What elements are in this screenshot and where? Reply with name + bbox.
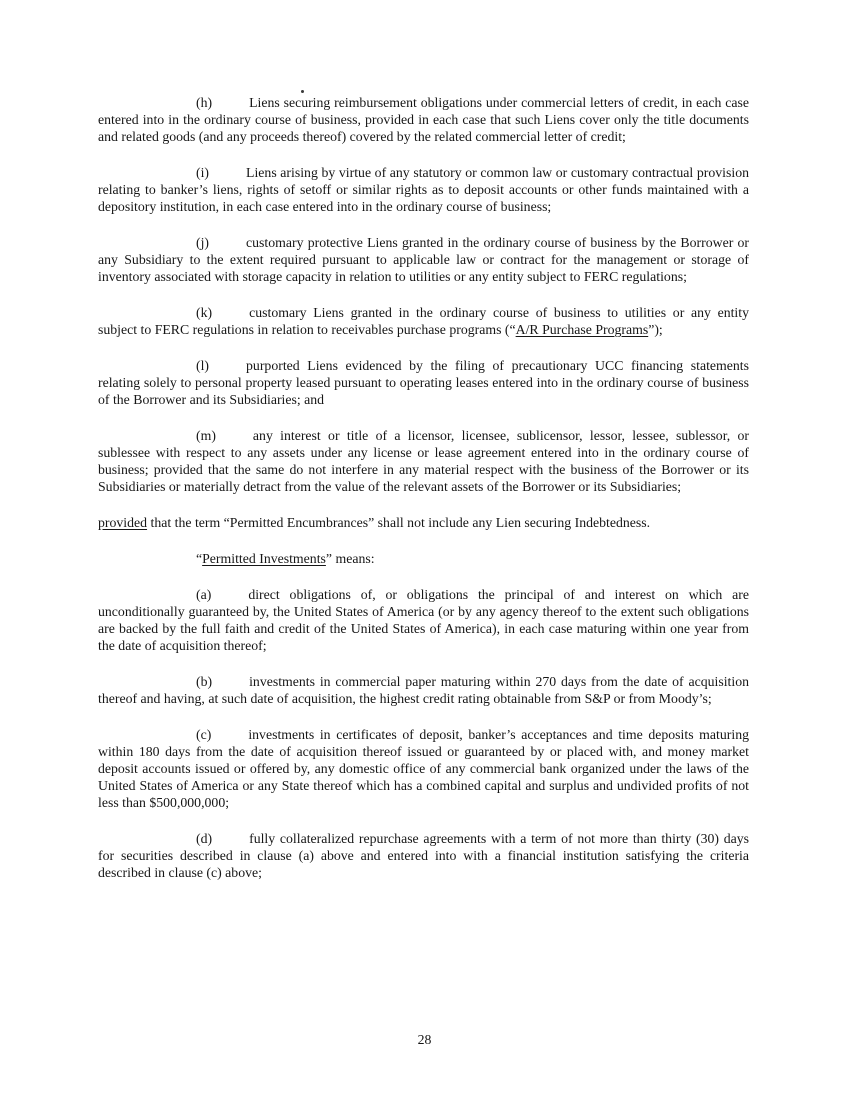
text-run: purported Liens evidenced by the filing of precautionary UCC financing statements relating solely to personal property leased pursuant to operating leases entered into in the ordinary course of business of the Borrower and its Subsidiaries; and xyxy=(98,358,749,407)
clause-label: (b) xyxy=(196,674,213,689)
text-run: customary Liens granted in the ordinary course of business to utilities or any entity subject to FERC regulations in relation to receivables purchase programs (“ xyxy=(98,305,749,337)
text-run: fully collateralized repurchase agreements with a term of not more than thirty (30) days for securities described in clause (a) above and entered into with a financial institution satisfying the criteria described in clause (c) above; xyxy=(98,831,749,880)
clause-label: (j) xyxy=(196,235,210,250)
clause-a xyxy=(98,586,749,654)
clause-h xyxy=(98,94,749,145)
text-run: that the term “Permitted Encumbrances” shall not include any Lien securing Indebtedness. xyxy=(147,515,651,530)
text-run: direct obligations of, or obligations the principal of and interest on which are unconditionally guaranteed by, the United States of America (or by any agency thereof to the extent such obligations are backed by the full faith and credit of the United States of America), in each case maturing within one year from the date of acquisition thereof; xyxy=(98,587,749,653)
clause-label: (d) xyxy=(196,831,213,846)
clause-i xyxy=(98,164,749,215)
clause-label: (m) xyxy=(196,428,216,443)
clause-label: (c) xyxy=(196,727,212,742)
defined-term: A/R Purchase Programs xyxy=(515,322,649,337)
text-run: Liens arising by virtue of any statutory or common law or customary contractual provision relating to banker’s liens, rights of setoff or similar rights as to deposit accounts or other funds maintained with a depository institution, in each case entered into in the ordinary course of business; xyxy=(98,165,749,214)
permitted-investments-lead-in xyxy=(98,550,749,567)
text-run: ” means: xyxy=(325,551,375,566)
document-body xyxy=(98,94,749,900)
clause-k xyxy=(98,304,749,338)
clause-m xyxy=(98,427,749,495)
clause-l xyxy=(98,357,749,408)
clause-label: (i) xyxy=(196,165,210,180)
page-number: 28 xyxy=(417,1032,432,1047)
text-run: customary protective Liens granted in the ordinary course of business by the Borrower or any Subsidiary to the extent required pursuant to applicable law or contract for the management or storage of inventory associated with storage capacity in relation to utilities or any entity subject to FERC regulations; xyxy=(98,235,749,284)
proviso-paragraph xyxy=(98,514,749,531)
text-run: investments in certificates of deposit, banker’s acceptances and time deposits maturing within 180 days from the date of acquisition thereof issued or guaranteed by or placed with, and money market deposit accounts issued or offered by, any domestic office of any commercial bank organized under the laws of the United States of America or any State thereof which has a combined capital and surplus and undivided profits of not less than $500,000,000; xyxy=(98,727,749,810)
clause-label: (h) xyxy=(196,95,213,110)
text-run: Liens securing reimbursement obligations under commercial letters of credit, in each case entered into in the ordinary course of business, provided in each case that such Liens cover only the title documents and related goods (and any proceeds thereof) covered by the related commercial letter of credit; xyxy=(98,95,749,144)
text-run: investments in commercial paper maturing within 270 days from the date of acquisition thereof and having, at such date of acquisition, the highest credit rating obtainable from S&P or from Moody’s; xyxy=(98,674,749,706)
clause-j xyxy=(98,234,749,285)
clause-b xyxy=(98,673,749,707)
text-run: “ xyxy=(196,551,203,566)
defined-term: provided xyxy=(98,515,148,530)
clause-label: (l) xyxy=(196,358,210,373)
scan-artifact-dot xyxy=(301,90,304,93)
clause-c xyxy=(98,726,749,811)
clause-label: (a) xyxy=(196,587,212,602)
clause-label: (k) xyxy=(196,305,213,320)
defined-term: Permitted Investments xyxy=(202,551,326,566)
text-run: any interest or title of a licensor, licensee, sublicensor, lessor, lessee, sublessor, or sublessee with respect to any assets under any license or lease agreement entered into in the ordinary course of business; provided that the same do not interfere in any material respect with the business of the Borrower or its Subsidiaries or materially detract from the value of the relevant assets of the Borrower or its Subsidiaries; xyxy=(98,428,749,494)
clause-d xyxy=(98,830,749,881)
text-run: ”); xyxy=(648,322,663,337)
